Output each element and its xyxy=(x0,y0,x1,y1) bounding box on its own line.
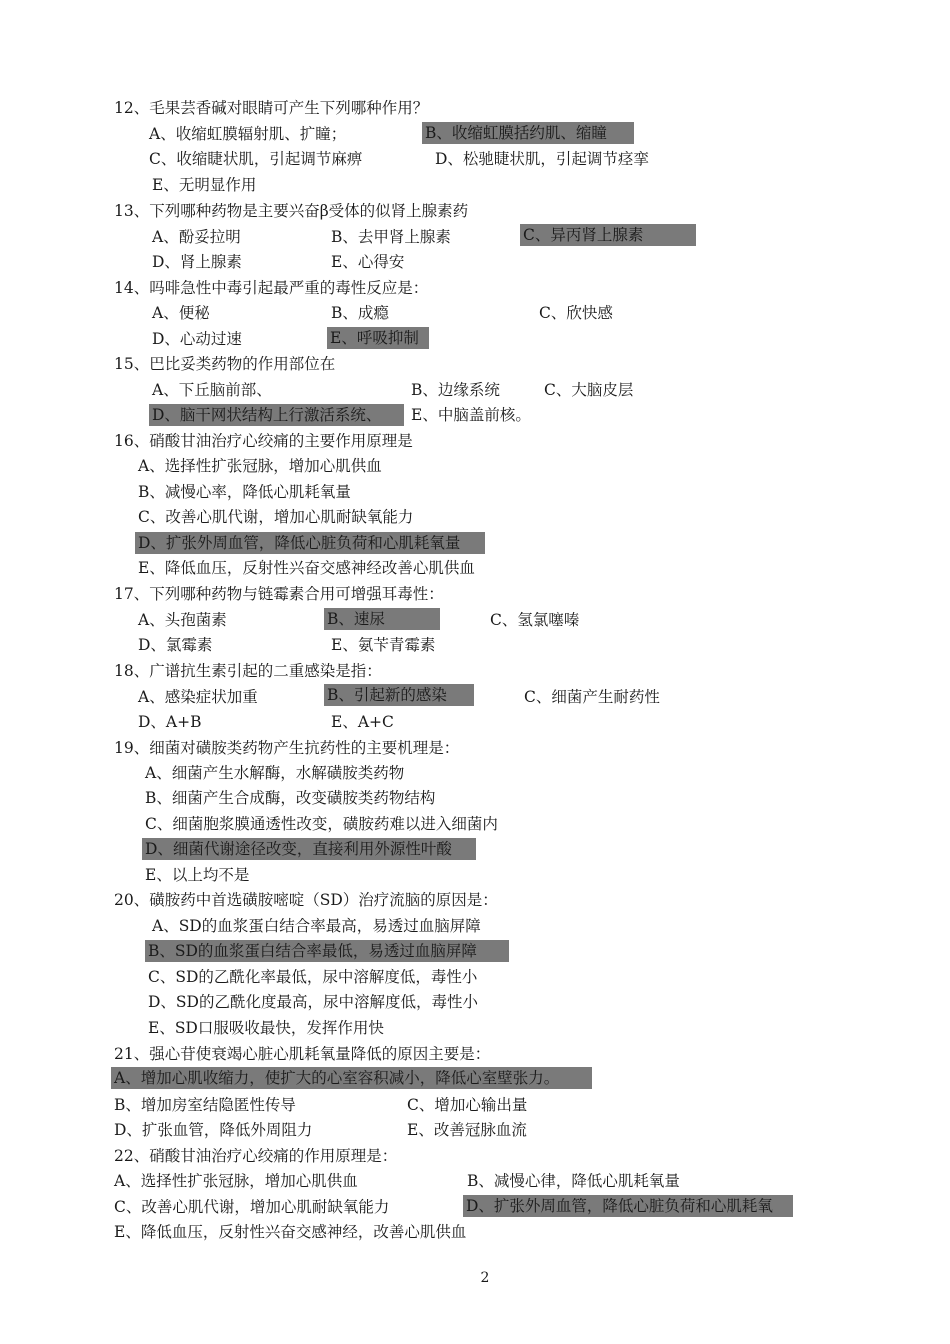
option-21c: C、增加心输出量 xyxy=(407,1096,528,1114)
option-22b: B、减慢心律，降低心肌耗氧量 xyxy=(467,1172,680,1190)
question-15: 15、巴比妥类药物的作用部位在 xyxy=(114,355,336,373)
option-14a: A、便秘 xyxy=(152,304,210,322)
option-17e: E、氨苄青霉素 xyxy=(331,636,436,654)
option-17c: C、氢氯噻嗪 xyxy=(490,611,580,629)
option-21d: D、扩张血管，降低外周阻力 xyxy=(114,1121,313,1139)
option-12e: E、无明显作用 xyxy=(152,176,257,194)
option-20e: E、SD口服吸收最快，发挥作用快 xyxy=(148,1019,384,1037)
option-20b-answer: B、SD的血浆蛋白结合率最低，易透过血脑屏障 xyxy=(145,940,509,962)
option-22a: A、选择性扩张冠脉，增加心肌供血 xyxy=(114,1172,358,1190)
option-12b-answer: B、收缩虹膜括约肌、缩瞳 xyxy=(422,122,634,144)
option-17d: D、氯霉素 xyxy=(138,636,213,654)
option-19c: C、细菌胞浆膜通透性改变，磺胺药难以进入细菌内 xyxy=(145,815,498,833)
option-13a: A、酚妥拉明 xyxy=(152,228,241,246)
option-22d-answer: D、扩张外周血管，降低心脏负荷和心肌耗氧 xyxy=(463,1195,793,1217)
option-18a: A、感染症状加重 xyxy=(138,688,258,706)
option-22c: C、改善心肌代谢，增加心肌耐缺氧能力 xyxy=(114,1198,390,1216)
option-14e-answer: E、呼吸抑制 xyxy=(327,327,429,349)
option-16b: B、减慢心率，降低心肌耗氧量 xyxy=(138,483,351,501)
question-19: 19、细菌对磺胺类药物产生抗药性的主要机理是： xyxy=(114,739,460,757)
option-20d: D、SD的乙酰化度最高，尿中溶解度低，毒性小 xyxy=(148,993,478,1011)
option-21b: B、增加房室结隐匿性传导 xyxy=(114,1096,296,1114)
question-17: 17、下列哪种药物与链霉素合用可增强耳毒性： xyxy=(114,585,444,603)
option-14d: D、心动过速 xyxy=(152,330,242,348)
option-12a: A、收缩虹膜辐射肌、扩瞳； xyxy=(149,125,347,143)
option-18e: E、A+C xyxy=(331,713,394,731)
option-20a: A、SD的血浆蛋白结合率最高，易透过血脑屏障 xyxy=(152,917,481,935)
option-19b: B、细菌产生合成酶，改变磺胺类药物结构 xyxy=(145,789,436,807)
option-13e: E、心得安 xyxy=(331,253,405,271)
option-18d: D、A+B xyxy=(138,713,202,731)
option-15b: B、边缘系统 xyxy=(411,381,500,399)
option-16a: A、选择性扩张冠脉，增加心肌供血 xyxy=(138,457,382,475)
option-18b-answer: B、引起新的感染 xyxy=(324,684,474,706)
option-12c: C、收缩睫状肌，引起调节麻痹 xyxy=(149,150,363,168)
option-20c: C、SD的乙酰化率最低，尿中溶解度低，毒性小 xyxy=(148,968,478,986)
option-19e: E、以上均不是 xyxy=(145,866,250,884)
option-16d-answer: D、扩张外周血管，降低心脏负荷和心肌耗氧量 xyxy=(135,532,485,554)
option-14c: C、欣快感 xyxy=(539,304,613,322)
option-15d-answer: D、脑干网状结构上行激活系统、 xyxy=(149,404,404,426)
option-15c: C、大脑皮层 xyxy=(544,381,634,399)
option-19d-answer: D、细菌代谢途径改变，直接利用外源性叶酸 xyxy=(142,838,476,860)
question-21: 21、强心苷使衰竭心脏心肌耗氧量降低的原因主要是： xyxy=(114,1045,491,1063)
option-16c: C、改善心肌代谢，增加心肌耐缺氧能力 xyxy=(138,508,414,526)
option-12d: D、松驰睫状肌，引起调节痉挛 xyxy=(435,150,649,168)
option-14b: B、成瘾 xyxy=(331,304,389,322)
question-13: 13、下列哪种药物是主要兴奋β受体的似肾上腺素药 xyxy=(114,202,469,220)
option-15a: A、下丘脑前部、 xyxy=(152,381,272,399)
option-19a: A、细菌产生水解酶，水解磺胺类药物 xyxy=(145,764,405,782)
option-21a-answer: A、增加心肌收缩力，使扩大的心室容积减小，降低心室壁张力。 xyxy=(111,1067,592,1089)
option-13c-answer: C、异丙肾上腺素 xyxy=(520,224,696,246)
option-13b: B、去甲肾上腺素 xyxy=(331,228,451,246)
option-15e: E、中脑盖前核。 xyxy=(411,406,531,424)
question-12: 12、毛果芸香碱对眼睛可产生下列哪种作用？ xyxy=(114,99,429,117)
option-13d: D、肾上腺素 xyxy=(152,253,242,271)
question-22: 22、硝酸甘油治疗心绞痛的作用原理是： xyxy=(114,1147,398,1165)
question-16: 16、硝酸甘油治疗心绞痛的主要作用原理是 xyxy=(114,432,413,450)
option-16e: E、降低血压，反射性兴奋交感神经改善心肌供血 xyxy=(138,559,475,577)
option-21e: E、改善冠脉血流 xyxy=(407,1121,527,1139)
question-18: 18、广谱抗生素引起的二重感染是指： xyxy=(114,662,382,680)
option-17b-answer: B、速尿 xyxy=(324,608,440,630)
option-22e: E、降低血压，反射性兴奋交感神经，改善心肌供血 xyxy=(114,1223,467,1241)
question-20: 20、磺胺药中首选磺胺嘧啶（SD）治疗流脑的原因是： xyxy=(114,891,498,909)
option-17a: A、头孢菌素 xyxy=(138,611,227,629)
option-18c: C、细菌产生耐药性 xyxy=(524,688,660,706)
page-number: 2 xyxy=(480,1270,490,1286)
question-14: 14、吗啡急性中毒引起最严重的毒性反应是： xyxy=(114,279,429,297)
